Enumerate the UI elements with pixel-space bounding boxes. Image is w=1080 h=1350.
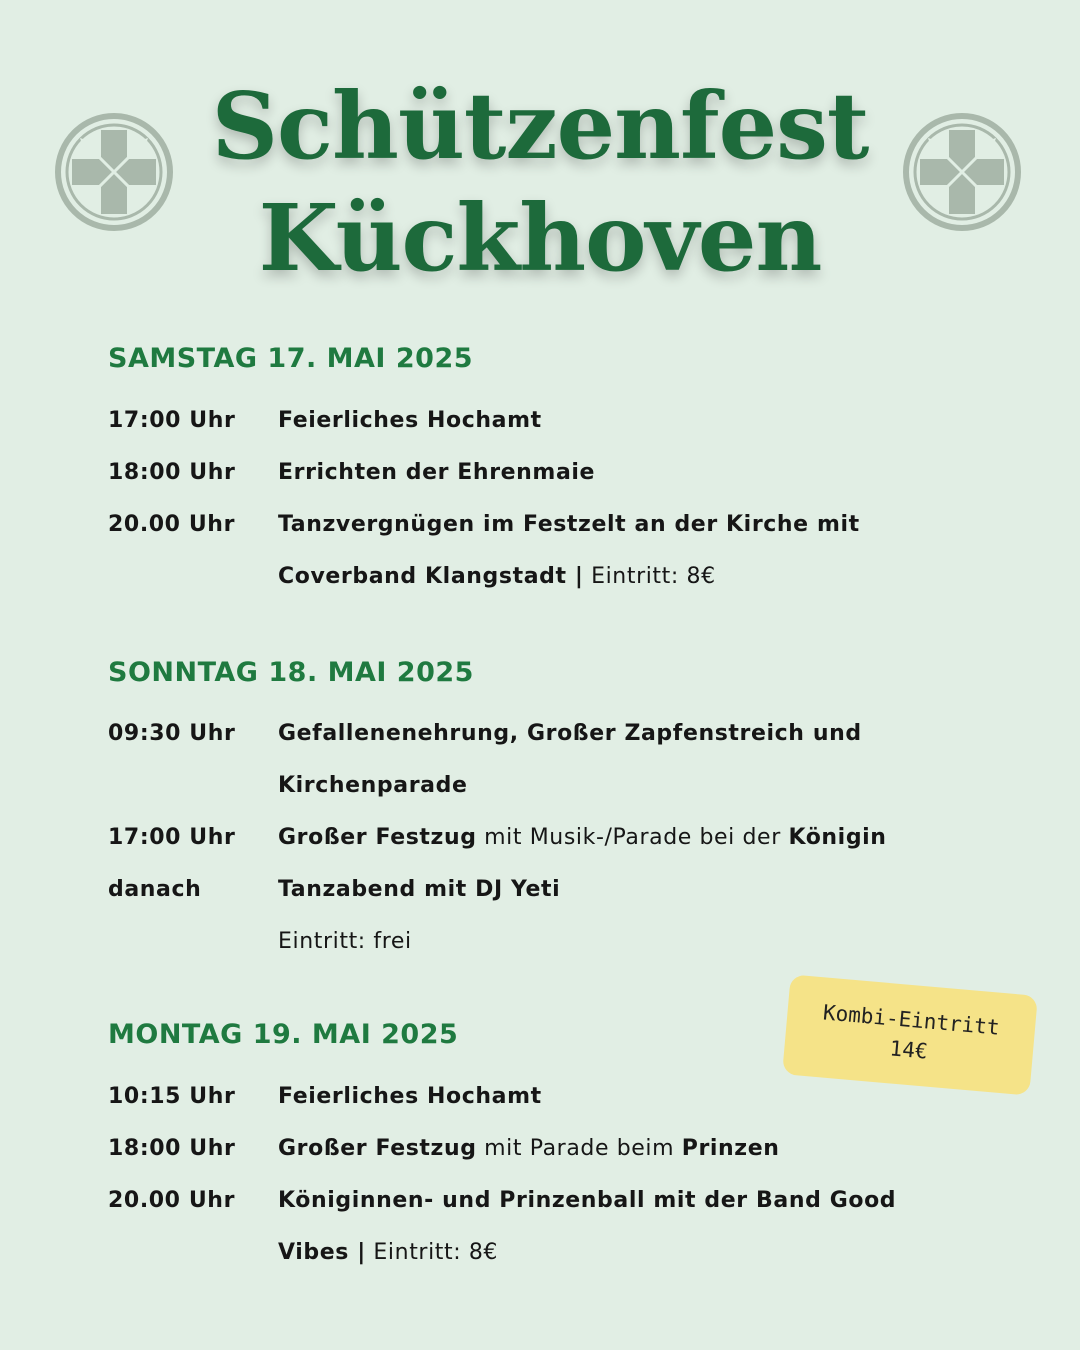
- event-time: 10:15 Uhr: [108, 1084, 236, 1109]
- event-time: 09:30 Uhr: [108, 721, 236, 746]
- event-title: Tanzabend mit DJ Yeti: [278, 877, 561, 902]
- event-time: 18:00 Uhr: [108, 1136, 236, 1161]
- event-title: Errichten der Ehrenmaie: [278, 460, 596, 485]
- admission-text: Eintritt: 8€: [583, 564, 716, 589]
- event-title-part: Vibes |: [278, 1240, 366, 1265]
- event-title: Gefallenenehrung, Großer Zapfenstreich und: [278, 721, 862, 746]
- event-time: danach: [108, 877, 202, 902]
- badge-price: 14€: [888, 1036, 929, 1064]
- day-heading-monday: MONTAG 19. MAI 2025: [108, 1019, 459, 1050]
- event-detail: [278, 1240, 498, 1265]
- event-title-part: Coverband Klangstadt |: [278, 564, 584, 589]
- event-text-part: mit Parade beim: [476, 1136, 682, 1161]
- event-detail: [278, 564, 716, 589]
- day-heading-saturday: SAMSTAG 17. MAI 2025: [108, 343, 474, 374]
- admission-text: Eintritt: frei: [278, 929, 412, 954]
- day-heading-sunday: SONNTAG 18. MAI 2025: [108, 657, 474, 688]
- event-title: Feierliches Hochamt: [278, 408, 542, 433]
- event-time: 17:00 Uhr: [108, 825, 236, 850]
- event-time: 18:00 Uhr: [108, 460, 236, 485]
- event-time: 20.00 Uhr: [108, 512, 236, 537]
- event-title-part: Großer Festzug: [278, 1136, 477, 1161]
- admission-text: Eintritt: 8€: [365, 1240, 499, 1265]
- event-title: Königinnen- und Prinzenball mit der Band Good: [278, 1188, 897, 1213]
- page-title-line-1: Schützenfest: [211, 72, 869, 180]
- event-title: Kirchenparade: [278, 773, 468, 798]
- page-title-line-2: Kückhoven: [258, 184, 822, 292]
- event-title: Tanzvergnügen im Festzelt an der Kirche mit: [278, 512, 860, 537]
- event-detail: [278, 825, 887, 850]
- event-title-part: Prinzen: [681, 1136, 780, 1161]
- combo-ticket-badge: [782, 974, 1038, 1095]
- event-title-part: Großer Festzug: [278, 825, 477, 850]
- event-time: 20.00 Uhr: [108, 1188, 236, 1213]
- badge-label: Kombi-Eintritt: [822, 999, 1001, 1040]
- event-detail: [278, 1136, 780, 1161]
- event-text-part: mit Musik-/Parade bei der: [476, 825, 789, 850]
- event-title-part: Königin: [788, 825, 887, 850]
- event-time: 17:00 Uhr: [108, 408, 236, 433]
- event-title: Feierliches Hochamt: [278, 1084, 542, 1109]
